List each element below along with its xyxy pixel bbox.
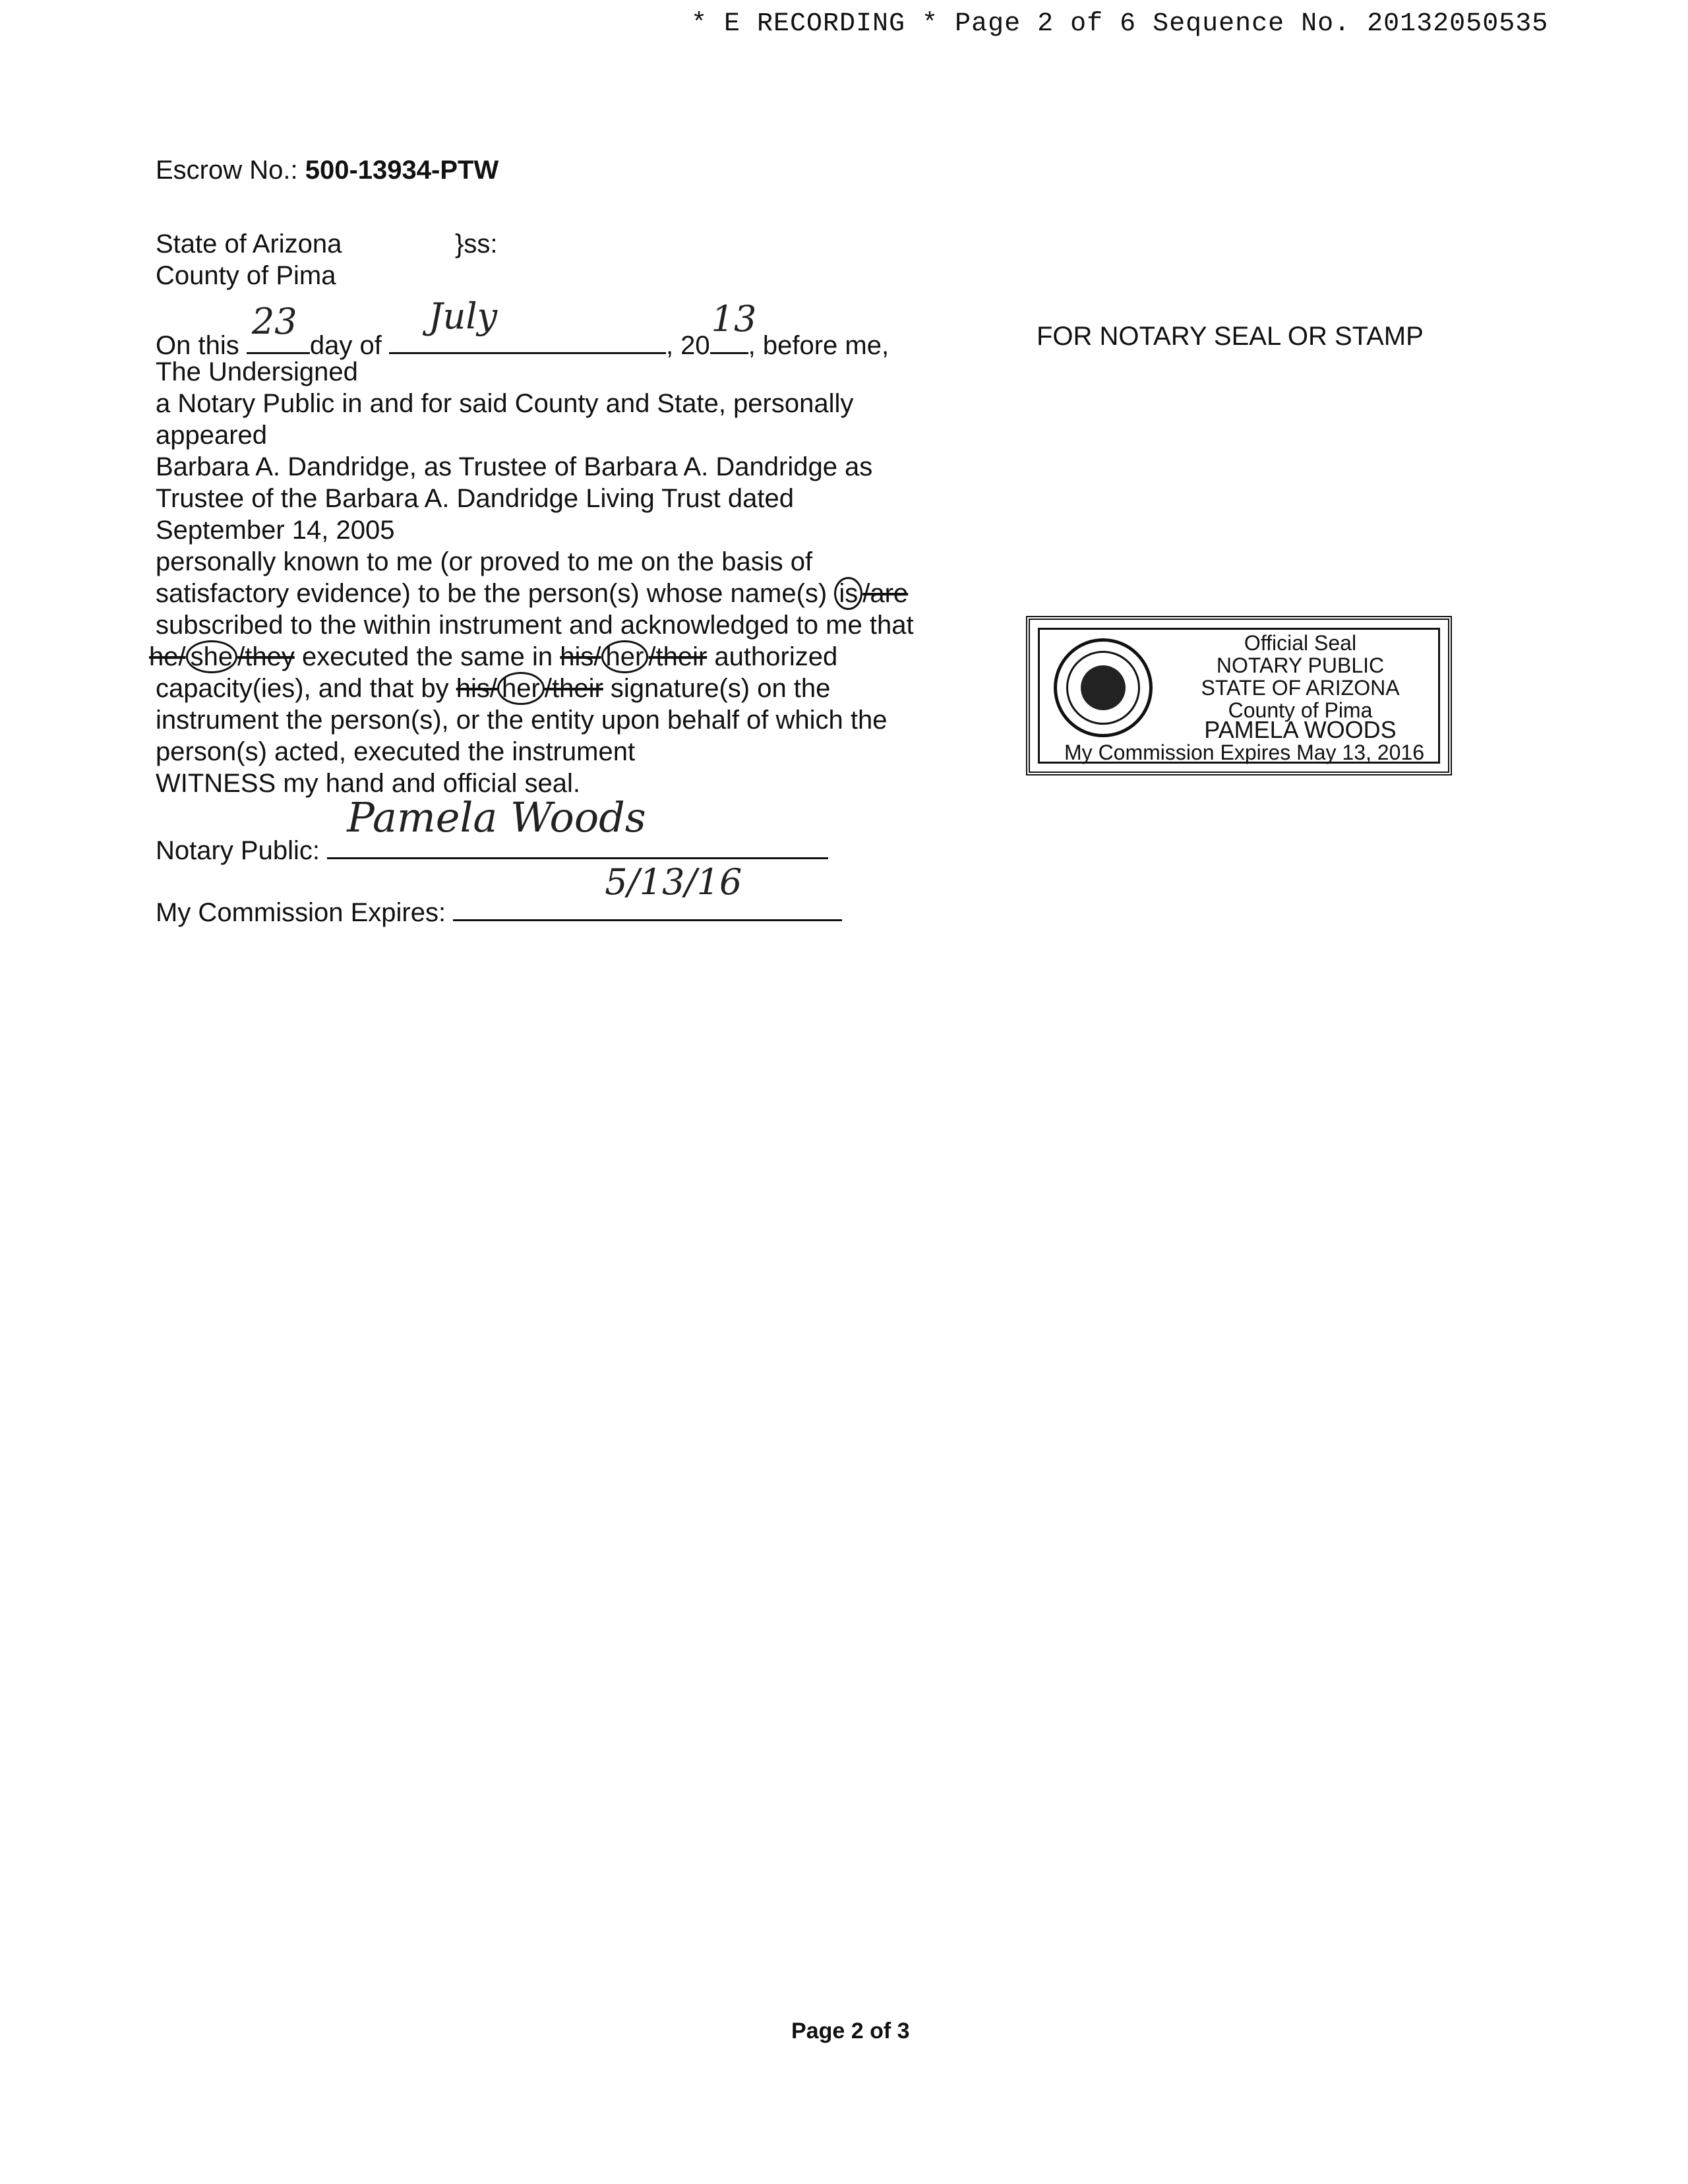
- ack-line-12-text: capacity(ies), and that by: [156, 674, 456, 703]
- ack-line-5: Barbara A. Dandridge, as Trustee of Barbara A. Dandridge as: [156, 452, 873, 481]
- ack-line-9: satisfactory evidence) to be the person(s) whose name(s) is /are: [156, 578, 908, 609]
- year-handwritten: 13: [711, 298, 757, 340]
- escrow-line: [156, 154, 498, 186]
- circled-she: she: [186, 640, 238, 673]
- struck-their-2: /their: [544, 674, 603, 703]
- seal-line-4: County of Pima: [1228, 698, 1373, 722]
- ack-line-14: person(s) acted, executed the instrument: [156, 737, 636, 766]
- year-blank: [710, 298, 757, 354]
- notary-signature-blank: [327, 793, 828, 859]
- expires-label: My Commission Expires:: [156, 898, 446, 927]
- circled-is: is: [834, 577, 862, 610]
- seal-line-2: NOTARY PUBLIC: [1216, 653, 1385, 677]
- day-handwritten: 23: [251, 301, 297, 342]
- notary-seal-stamp: [1026, 616, 1452, 775]
- seal-area-label: FOR NOTARY SEAL OR STAMP: [1037, 322, 1424, 351]
- plural-s: s: [804, 579, 818, 608]
- venue-state: State of Arizona: [156, 229, 342, 258]
- struck-he: he/: [149, 642, 186, 671]
- venue-ss: }ss:: [455, 229, 498, 258]
- on-this-label: On this: [156, 331, 239, 360]
- struck-his: his/: [560, 642, 601, 671]
- struck-their: /their: [648, 642, 708, 671]
- ack-line-8: personally known to me (or proved to me on the basis of: [156, 547, 813, 576]
- venue-county: County of Pima: [156, 261, 336, 290]
- ack-line-4: appeared: [156, 421, 268, 450]
- recording-header: * E RECORDING * Page 2 of 6 Sequence No. 20132050535: [691, 9, 1549, 39]
- day-of-label: day of: [309, 331, 382, 360]
- seal-line-6: My Commission Expires May 13, 2016: [1064, 741, 1424, 764]
- undersigned: The Undersigned: [156, 357, 358, 386]
- before-me-label: , before me,: [748, 331, 889, 360]
- notary-signature: Pamela Woods: [347, 793, 646, 841]
- ack-line-12-end: signature(s) on the: [603, 674, 831, 703]
- escrow-number: 500-13934-PTW: [305, 156, 499, 185]
- ack-line-3: a Notary Public in and for said County and State, personally: [156, 389, 854, 418]
- seal-line-3: STATE OF ARIZONA: [1201, 676, 1400, 700]
- ack-line-13: instrument the person(s), or the entity upon behalf of which the: [156, 706, 888, 735]
- ack-line-10: subscribed to the within instrument and acknowledged to me that: [156, 611, 914, 640]
- seal-line-5: PAMELA WOODS: [1204, 716, 1397, 743]
- day-blank: [247, 301, 310, 354]
- circled-her: her: [601, 640, 649, 673]
- month-blank: [389, 295, 666, 354]
- notary-label: Notary Public:: [156, 836, 320, 865]
- year-prefix: , 20: [665, 331, 710, 360]
- month-handwritten: July: [428, 295, 498, 337]
- ack-line-12: [156, 673, 830, 704]
- ack-line-11: [149, 641, 837, 673]
- seal-line-1: Official Seal: [1244, 631, 1357, 655]
- page-footer: Page 2 of 3: [791, 2018, 910, 2044]
- circled-her-2: her: [497, 672, 545, 705]
- seal-core: [1081, 665, 1126, 710]
- expires-handwritten: 5/13/16: [605, 861, 742, 903]
- ack-line-7: September 14, 2005: [156, 516, 395, 545]
- struck-his-2: his/: [456, 674, 498, 703]
- struck-are: /are: [862, 579, 909, 608]
- expires-blank: [453, 861, 842, 921]
- escrow-label: Escrow No.:: [156, 156, 298, 185]
- ack-line-11-text: executed the same in: [294, 642, 560, 671]
- ack-line-11-end: authorized: [707, 642, 838, 671]
- struck-they: /they: [237, 642, 295, 671]
- arizona-seal-icon: [1054, 638, 1153, 737]
- ack-line-6: Trustee of the Barbara A. Dandridge Living Trust dated: [156, 484, 794, 513]
- expires-line: [156, 861, 842, 928]
- witness-line: WITNESS my hand and official seal.: [156, 769, 580, 798]
- ack-line-9-text: satisfactory evidence) to be the person(s) whose name(: [156, 579, 805, 608]
